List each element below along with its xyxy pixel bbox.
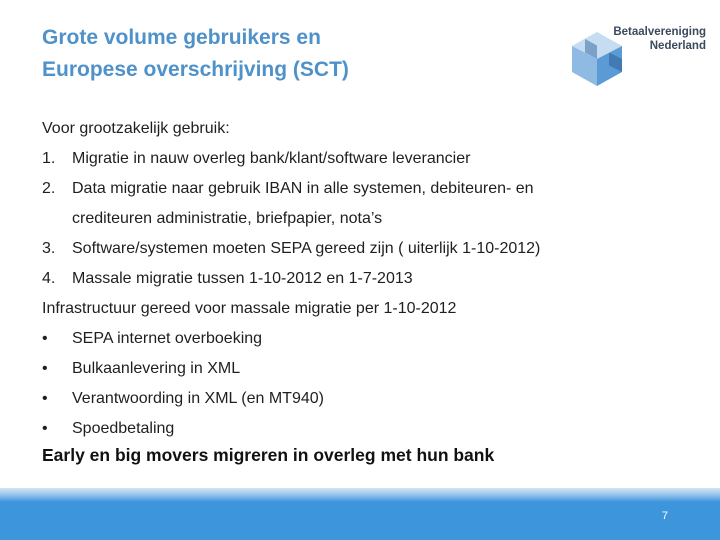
numbered-item-text: crediteuren administratie, briefpapier, nota’s [72,210,383,227]
bullet-marker: • [42,390,48,407]
numbered-item-text: Massale migratie tussen 1-10-2012 en 1-7-2013 [72,270,413,287]
bullet-item [42,324,692,354]
bullet-item-text: Bulkaanlevering in XML [72,360,241,377]
footer-band [0,488,720,540]
numbered-item-text: Data migratie naar gebruik IBAN in alle systemen, debiteuren- en [72,180,534,197]
bullet-item-text: Verantwoording in XML (en MT940) [72,390,324,407]
bullet-item [42,384,692,414]
logo-line-1: Betaalvereniging [613,26,706,38]
numbered-item [42,144,692,174]
infrastructure-text: Infrastructuur gereed voor massale migratie per 1-10-2012 [42,300,457,317]
numbered-item [42,234,692,264]
slide-title-line-1: Grote volume gebruikers en [42,26,321,49]
numbered-item [42,264,692,294]
number-marker: 2. [42,180,56,197]
bullet-item-text: SEPA internet overboeking [72,330,263,347]
number-marker: 1. [42,150,56,167]
emphasis-statement: Early en big movers migreren in overleg met hun bank [42,445,495,465]
numbered-item-text: Migratie in nauw overleg bank/klant/software leverancier [72,150,471,167]
bullet-item [42,354,692,384]
bullet-marker: • [42,420,48,437]
bullet-marker: • [42,360,48,377]
intro-text: Voor grootzakelijk gebruik: [42,120,230,137]
bullet-marker: • [42,330,48,347]
betaalvereniging-logo [568,16,718,86]
numbered-item-continuation [42,204,692,234]
slide-title [42,22,522,86]
slide-title-line-2: Europese overschrijving (SCT) [42,58,349,81]
bullet-item [42,414,692,444]
bullet-item-text: Spoedbetaling [72,420,175,437]
numbered-item [42,174,692,204]
numbered-item-text: Software/systemen moeten SEPA gereed zijn ( uiterlijk 1-10-2012) [72,240,541,257]
logo-wordmark [598,25,706,53]
logo-line-2: Nederland [649,40,706,52]
slide-body [42,114,692,444]
page-number: 7 [661,510,668,522]
number-marker: 4. [42,270,56,287]
number-marker: 3. [42,240,56,257]
